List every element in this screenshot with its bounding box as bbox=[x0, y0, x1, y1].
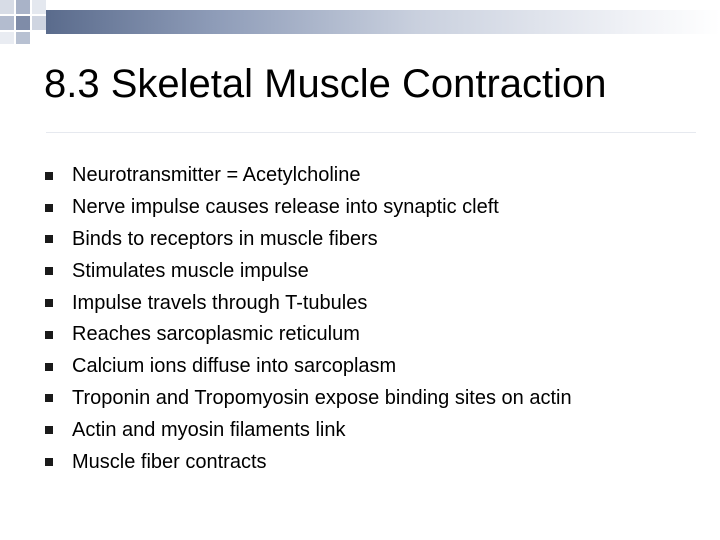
bullet-list bbox=[44, 160, 704, 478]
bullet-item bbox=[44, 160, 704, 192]
bullet-item bbox=[44, 446, 704, 478]
square-bullet-icon bbox=[45, 299, 53, 307]
bullet-item bbox=[44, 255, 704, 287]
bullet-item bbox=[44, 383, 704, 415]
bullet-item bbox=[44, 224, 704, 256]
bullet-text: Neurotransmitter = Acetylcholine bbox=[72, 164, 361, 187]
bullet-text: Reaches sarcoplasmic reticulum bbox=[72, 323, 360, 346]
corner-decoration bbox=[0, 32, 14, 44]
square-bullet-icon bbox=[45, 204, 53, 212]
bullet-item bbox=[44, 287, 704, 319]
corner-decoration bbox=[16, 32, 30, 44]
bullet-item bbox=[44, 192, 704, 224]
bullet-item bbox=[44, 414, 704, 446]
title-divider bbox=[46, 132, 696, 133]
bullet-text: Nerve impulse causes release into synaptic cleft bbox=[72, 196, 499, 219]
square-bullet-icon bbox=[45, 363, 53, 371]
slide-title: 8.3 Skeletal Muscle Contraction bbox=[44, 62, 607, 106]
corner-decoration bbox=[0, 0, 14, 14]
bullet-text: Troponin and Tropomyosin expose binding sites on actin bbox=[72, 386, 572, 409]
header-gradient-bar bbox=[46, 10, 720, 34]
corner-decoration bbox=[0, 16, 14, 30]
bullet-item bbox=[44, 351, 704, 383]
square-bullet-icon bbox=[45, 267, 53, 275]
corner-decoration bbox=[16, 0, 30, 14]
bullet-text: Impulse travels through T-tubules bbox=[72, 291, 368, 314]
square-bullet-icon bbox=[45, 172, 53, 180]
bullet-text: Stimulates muscle impulse bbox=[72, 259, 309, 282]
square-bullet-icon bbox=[45, 394, 53, 402]
corner-decoration bbox=[16, 16, 30, 30]
corner-decoration bbox=[32, 16, 46, 30]
corner-decoration bbox=[32, 0, 46, 14]
bullet-text: Actin and myosin filaments link bbox=[72, 418, 346, 441]
square-bullet-icon bbox=[45, 458, 53, 466]
bullet-text: Binds to receptors in muscle fibers bbox=[72, 227, 378, 250]
square-bullet-icon bbox=[45, 235, 53, 243]
bullet-item bbox=[44, 319, 704, 351]
bullet-text: Muscle fiber contracts bbox=[72, 450, 267, 473]
square-bullet-icon bbox=[45, 426, 53, 434]
square-bullet-icon bbox=[45, 331, 53, 339]
bullet-text: Calcium ions diffuse into sarcoplasm bbox=[72, 355, 397, 378]
